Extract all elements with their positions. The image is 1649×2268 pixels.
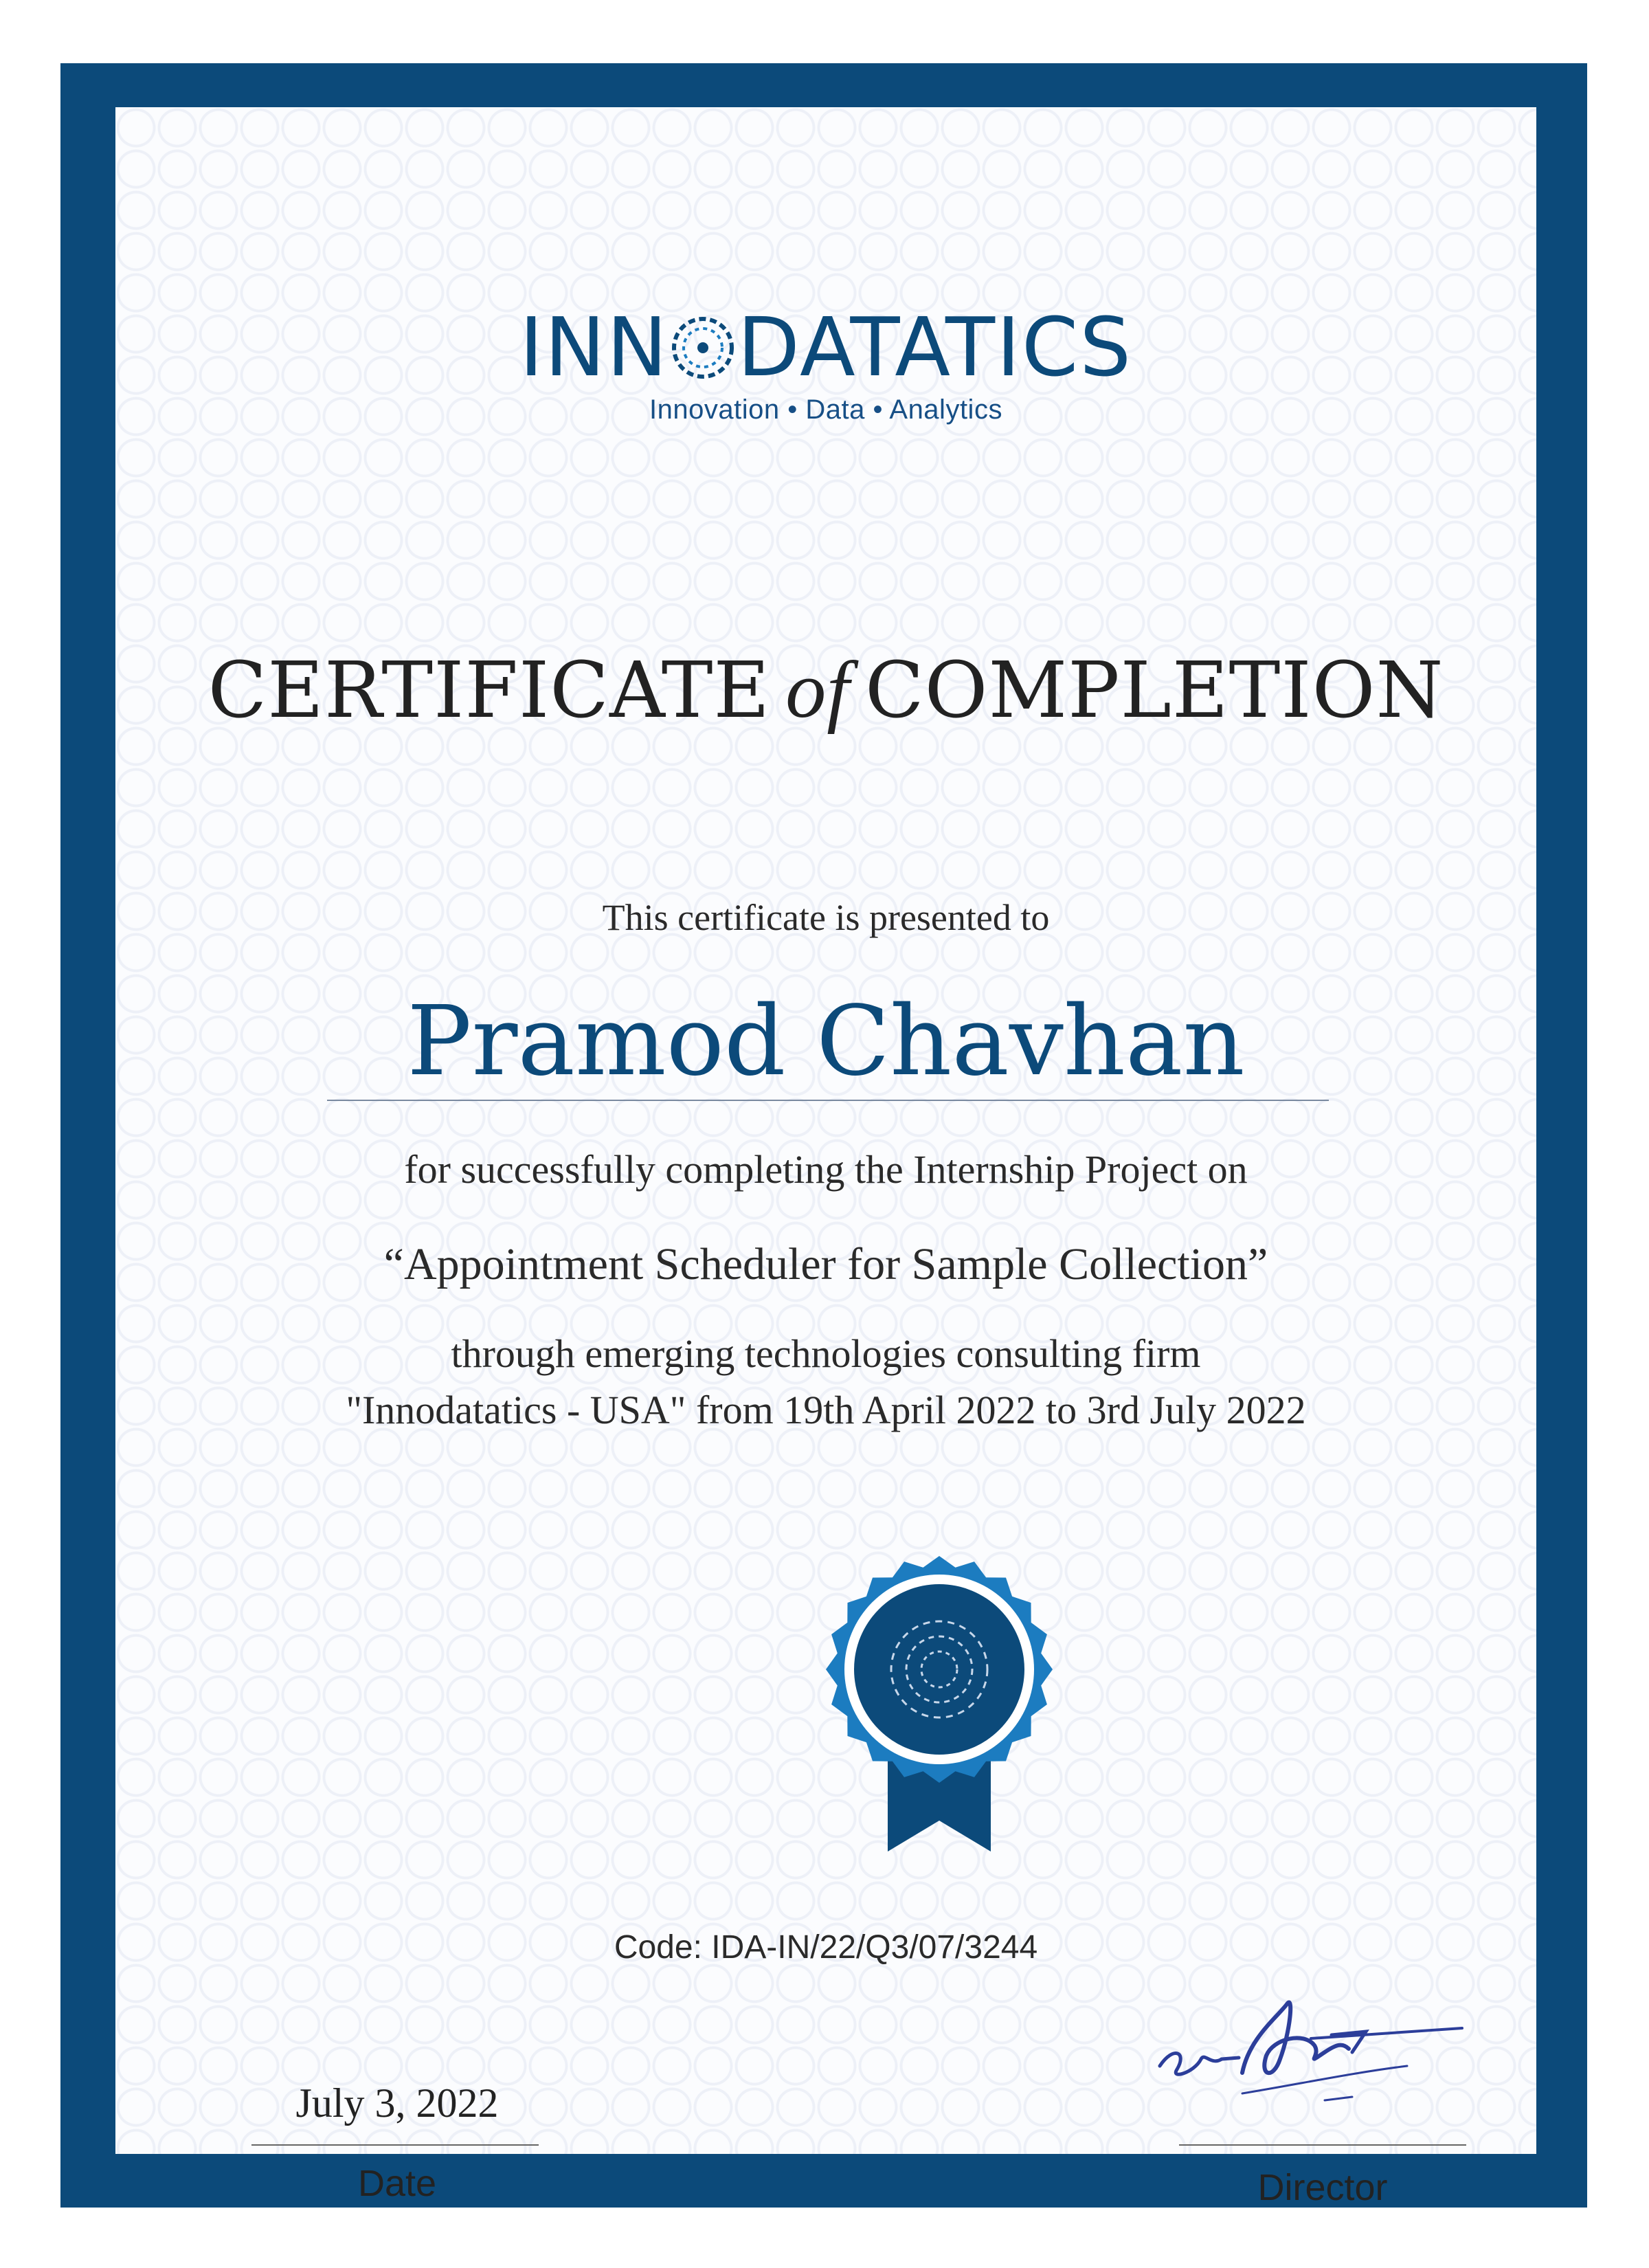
award-ribbon-icon bbox=[826, 1556, 1053, 1858]
title-suffix: COMPLETION bbox=[864, 646, 1444, 735]
title-prefix: CERTIFICATE bbox=[207, 646, 771, 735]
company-logo bbox=[115, 300, 1536, 425]
logo-orbit-icon bbox=[669, 313, 737, 382]
certificate-code: Code: IDA-IN/22/Q3/07/3244 bbox=[614, 1929, 1038, 1966]
certificate-title bbox=[115, 643, 1536, 737]
seal-badge bbox=[826, 1556, 1053, 1783]
logo-wordmark-text: INN DATATICS bbox=[519, 300, 1133, 394]
completion-statement: for successfully completing the Internship Project on bbox=[404, 1147, 1248, 1192]
director-signature bbox=[1146, 1963, 1476, 2121]
firm-statement: through emerging technologies consulting firm bbox=[451, 1331, 1201, 1376]
name-underline bbox=[327, 1100, 1329, 1101]
date-underline bbox=[251, 2144, 539, 2146]
logo-tagline: Innovation • Data • Analytics bbox=[649, 394, 1002, 425]
project-title: “Appointment Scheduler for Sample Collection” bbox=[383, 1239, 1268, 1289]
date-label: Date bbox=[357, 2163, 437, 2204]
logo-wordmark bbox=[519, 300, 1133, 394]
title-of: of bbox=[785, 645, 850, 735]
certificate-border bbox=[60, 63, 1587, 2208]
director-label: Director bbox=[1257, 2167, 1388, 2208]
presented-to-text: This certificate is presented to bbox=[602, 897, 1050, 938]
issue-date: July 3, 2022 bbox=[295, 2080, 499, 2126]
recipient-name: Pramod Chavhan bbox=[407, 986, 1245, 1098]
certificate-body bbox=[115, 107, 1536, 2208]
director-underline bbox=[1179, 2144, 1466, 2146]
duration-statement: "Innodatatics - USA" from 19th April 2022 to 3rd July 2022 bbox=[346, 1388, 1306, 1432]
